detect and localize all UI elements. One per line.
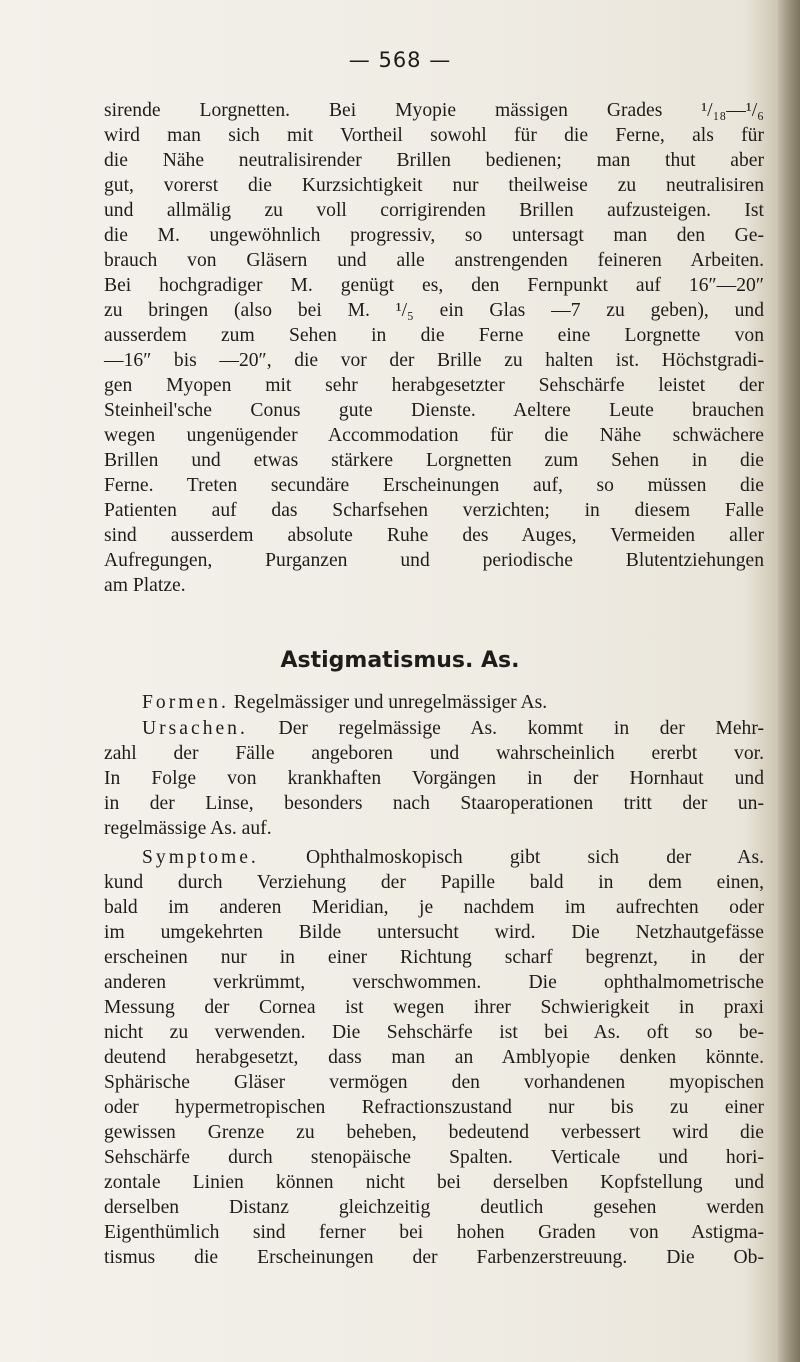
text-line: Ferne. Treten secundäre Erscheinungen auf, so müssen die	[104, 475, 764, 496]
page-number: — 568 —	[348, 48, 452, 72]
text-line: tismus die Erscheinungen der Farbenzerstreuung. Die Ob-	[104, 1247, 764, 1268]
text-line: kund durch Verziehung der Papille bald in dem einen,	[104, 872, 764, 893]
text-line: ausserdem zum Sehen in die Ferne eine Lorgnette von	[104, 325, 764, 346]
symptome-line	[142, 845, 764, 871]
text-line: zontale Linien können nicht bei derselben Kopfstellung und	[104, 1172, 764, 1193]
ursachen-line	[142, 716, 764, 742]
text-line: Brillen und etwas stärkere Lorgnetten zum Sehen in die	[104, 450, 764, 471]
text-line: gut, vorerst die Kurzsichtigkeit nur theilweise zu neutralisiren	[104, 175, 764, 196]
text-line: sirende Lorgnetten. Bei Myopie mässigen Grades ¹/₁₈—¹/₆	[104, 100, 764, 121]
text-line: Messung der Cornea ist wegen ihrer Schwierigkeit in praxi	[104, 997, 764, 1018]
text-line: regelmässige As. auf.	[104, 818, 272, 839]
text-line: bald im anderen Meridian, je nachdem im aufrechten oder	[104, 897, 764, 918]
text-line: deutend herabgesetzt, dass man an Amblyopie denken könnte.	[104, 1047, 764, 1068]
text-line: Aufregungen, Purganzen und periodische Blutentziehungen	[104, 550, 764, 571]
text-line: erscheinen nur in einer Richtung scharf begrenzt, in der	[104, 947, 764, 968]
text-line: die Nähe neutralisirender Brillen bedienen; man thut aber	[104, 150, 764, 171]
text-line: anderen verkrümmt, verschwommen. Die ophthalmometrische	[104, 972, 764, 993]
text-line: Sphärische Gläser vermögen den vorhandenen myopischen	[104, 1072, 764, 1093]
symptome-text: Ophthalmoskopisch gibt sich der As.	[305, 847, 764, 868]
text-line: wegen ungenügender Accommodation für die Nähe schwächere	[104, 425, 764, 446]
text-line: nicht zu verwenden. Die Sehschärfe ist bei As. oft so be-	[104, 1022, 764, 1043]
text-line: derselben Distanz gleichzeitig deutlich gesehen werden	[104, 1197, 764, 1218]
ursachen-label: Ursachen.	[142, 718, 248, 739]
text-line: sind ausserdem absolute Ruhe des Auges, Vermeiden aller	[104, 525, 764, 546]
ursachen-text: Der regelmässige As. kommt in der Mehr-	[278, 718, 764, 739]
formen-label: Formen.	[142, 692, 229, 713]
text-line: Eigenthümlich sind ferner bei hohen Graden von Astigma-	[104, 1222, 764, 1243]
symptome-label: Symptome.	[142, 847, 259, 868]
formen-line	[142, 690, 764, 716]
text-line: Steinheil'sche Conus gute Dienste. Aeltere Leute brauchen	[104, 400, 764, 421]
text-line: gewissen Grenze zu beheben, bedeutend verbessert wird die	[104, 1122, 764, 1143]
text-line: im umgekehrten Bilde untersucht wird. Die Netzhautgefässe	[104, 922, 764, 943]
text-line: gen Myopen mit sehr herabgesetzter Sehschärfe leistet der	[104, 375, 764, 396]
formen-text: Regelmässiger und unregelmässiger As.	[233, 692, 548, 713]
text-line: Patienten auf das Scharfsehen verzichten; in diesem Falle	[104, 500, 764, 521]
text-line: am Platze.	[104, 575, 186, 596]
page-edge-shadow	[778, 0, 800, 1362]
text-line: in der Linse, besonders nach Staaroperationen tritt der un-	[104, 793, 764, 814]
text-line: wird man sich mit Vortheil sowohl für die Ferne, als für	[104, 125, 764, 146]
text-line: oder hypermetropischen Refractionszustand nur bis zu einer	[104, 1097, 764, 1118]
text-line: zu bringen (also bei M. ¹/₅ ein Glas —7 zu geben), und	[104, 300, 764, 321]
text-line: die M. ungewöhnlich progressiv, so untersagt man den Ge-	[104, 225, 764, 246]
text-line: brauch von Gläsern und alle anstrengenden feineren Arbeiten.	[104, 250, 764, 271]
text-line: In Folge von krankhaften Vorgängen in der Hornhaut und	[104, 768, 764, 789]
text-line: und allmälig zu voll corrigirenden Brillen aufzusteigen. Ist	[104, 200, 764, 221]
text-line: —16″ bis —20″, die vor der Brille zu halten ist. Höchstgradi-	[104, 350, 764, 371]
text-line: Sehschärfe durch stenopäische Spalten. Verticale und hori-	[104, 1147, 764, 1168]
text-line: Bei hochgradiger M. genügt es, den Fernpunkt auf 16″—20″	[104, 275, 764, 296]
section-title: Astigmatismus. As.	[280, 648, 520, 673]
text-line: zahl der Fälle angeboren und wahrscheinlich ererbt vor.	[104, 743, 764, 764]
